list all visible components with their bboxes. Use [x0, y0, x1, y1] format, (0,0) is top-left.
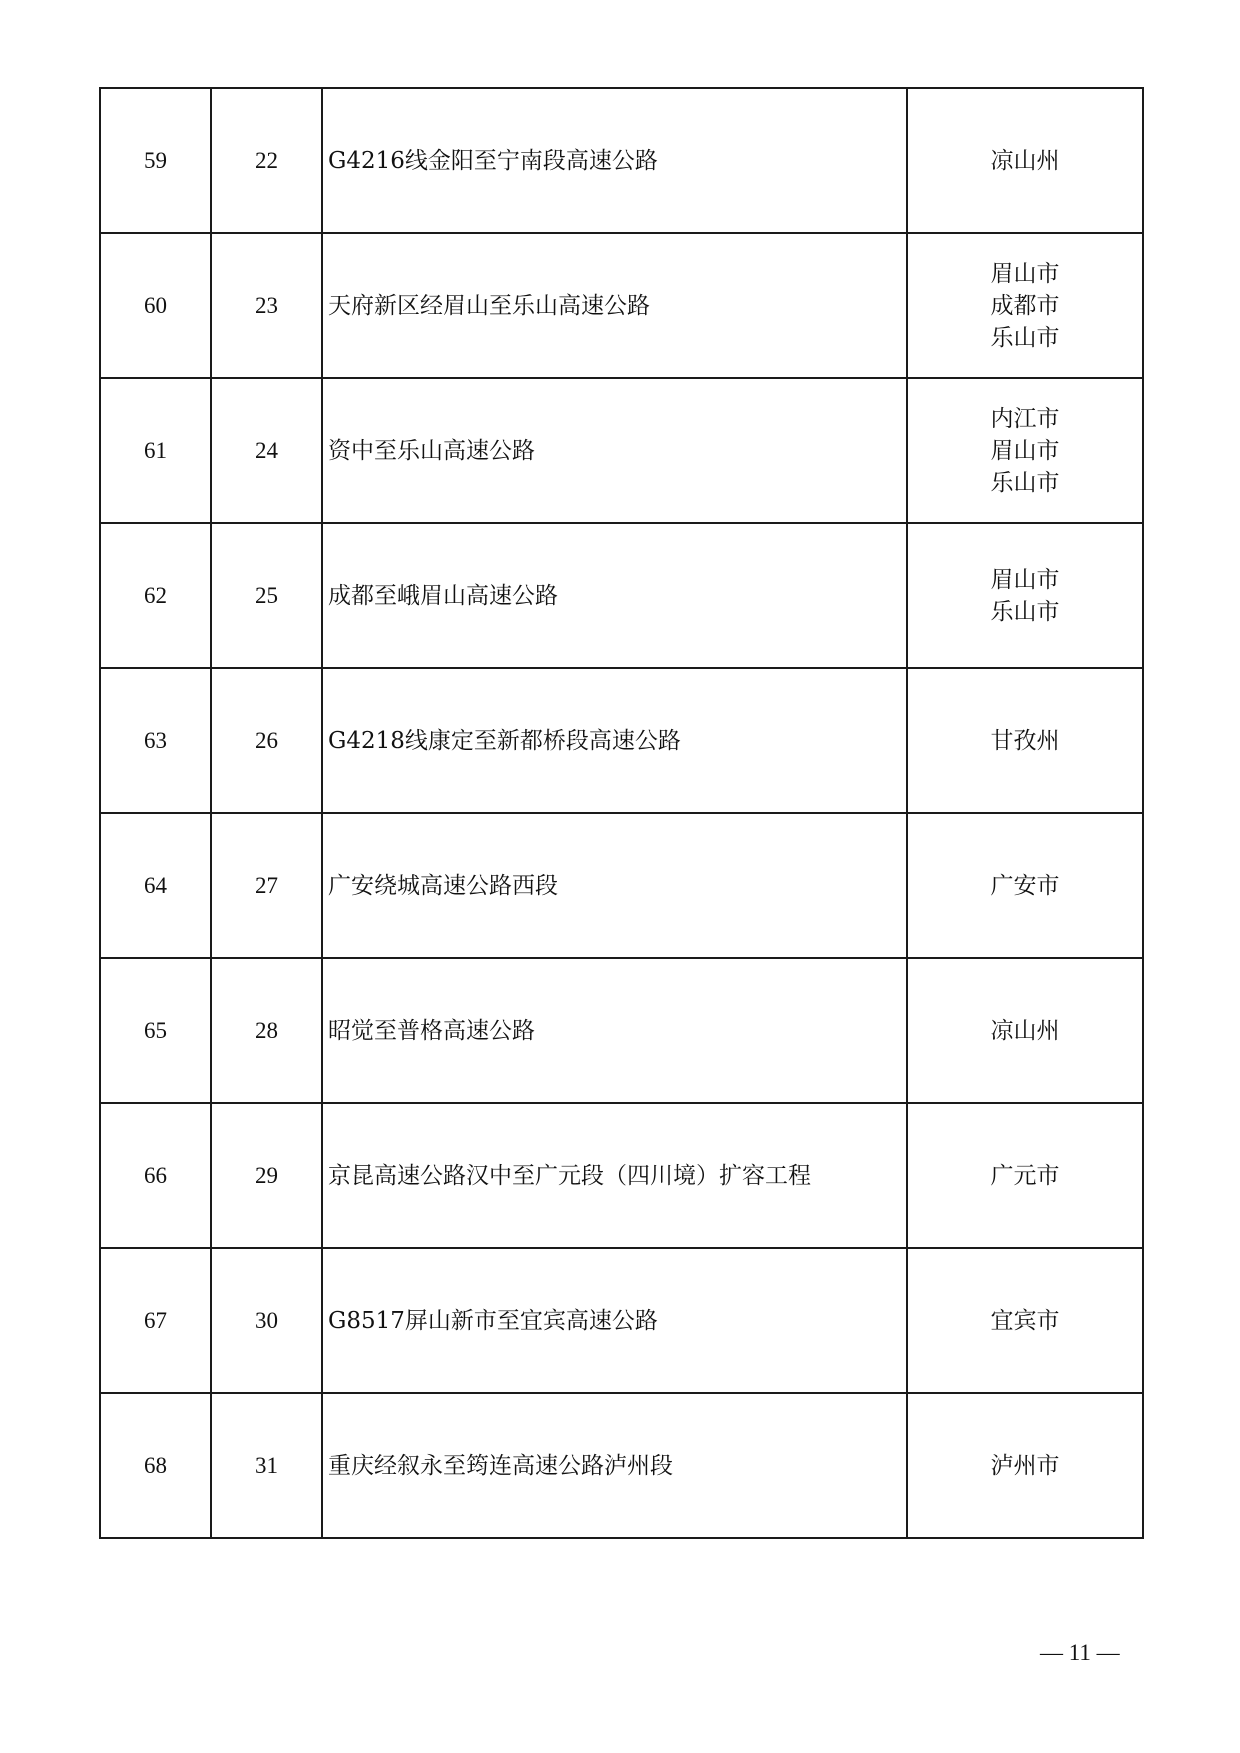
- row-index-cell: 66: [100, 1103, 211, 1248]
- region-cell: [907, 1393, 1143, 1538]
- row-sub-index-cell: 26: [211, 668, 322, 813]
- region-cell: [907, 958, 1143, 1103]
- table-row: [100, 233, 1143, 378]
- region-name: 凉山州: [990, 147, 1060, 174]
- row-sub-index-cell: 30: [211, 1248, 322, 1393]
- region-cell: [907, 88, 1143, 233]
- table-row: [100, 1248, 1143, 1393]
- row-sub-index-cell: 25: [211, 523, 322, 668]
- region-name: 成都市: [990, 292, 1060, 319]
- table-row: [100, 378, 1143, 523]
- row-index-cell: 67: [100, 1248, 211, 1393]
- region-name: 眉山市: [990, 437, 1060, 464]
- row-index-cell: 62: [100, 523, 211, 668]
- region-cell: [907, 1248, 1143, 1393]
- row-index-cell: 63: [100, 668, 211, 813]
- row-index-cell: 64: [100, 813, 211, 958]
- region-name: 广元市: [990, 1162, 1060, 1189]
- project-name-cell: 资中至乐山高速公路: [322, 378, 907, 523]
- row-sub-index-cell: 27: [211, 813, 322, 958]
- region-cell: [907, 813, 1143, 958]
- region-name: 凉山州: [990, 1017, 1060, 1044]
- table-row: [100, 88, 1143, 233]
- table-row: [100, 668, 1143, 813]
- project-name-cell: G4216线金阳至宁南段高速公路: [322, 88, 907, 233]
- table-row: [100, 958, 1143, 1103]
- table-row: [100, 813, 1143, 958]
- region-name: 乐山市: [990, 598, 1060, 625]
- region-cell: [907, 233, 1143, 378]
- project-name-cell: 重庆经叙永至筠连高速公路泸州段: [322, 1393, 907, 1538]
- project-name-cell: 广安绕城高速公路西段: [322, 813, 907, 958]
- project-name-cell: 成都至峨眉山高速公路: [322, 523, 907, 668]
- table-row: [100, 523, 1143, 668]
- region-name: 内江市: [990, 405, 1060, 432]
- project-name-cell: 天府新区经眉山至乐山高速公路: [322, 233, 907, 378]
- page-number: — 11 —: [1040, 1640, 1120, 1665]
- region-name: 乐山市: [990, 469, 1060, 496]
- row-index-cell: 68: [100, 1393, 211, 1538]
- project-name-cell: 京昆高速公路汉中至广元段（四川境）扩容工程: [322, 1103, 907, 1248]
- region-cell: [907, 523, 1143, 668]
- project-name-cell: G4218线康定至新都桥段高速公路: [322, 668, 907, 813]
- row-sub-index-cell: 31: [211, 1393, 322, 1538]
- region-cell: [907, 378, 1143, 523]
- row-index-cell: 60: [100, 233, 211, 378]
- region-cell: [907, 668, 1143, 813]
- region-name: 泸州市: [990, 1452, 1060, 1479]
- row-sub-index-cell: 23: [211, 233, 322, 378]
- region-name: 乐山市: [990, 324, 1060, 351]
- row-index-cell: 61: [100, 378, 211, 523]
- project-name-cell: G8517屏山新市至宜宾高速公路: [322, 1248, 907, 1393]
- region-name: 甘孜州: [990, 727, 1060, 754]
- region-name: 眉山市: [990, 566, 1060, 593]
- table-body: [100, 88, 1143, 1538]
- project-name-cell: 昭觉至普格高速公路: [322, 958, 907, 1103]
- row-sub-index-cell: 28: [211, 958, 322, 1103]
- region-cell: [907, 1103, 1143, 1248]
- row-sub-index-cell: 29: [211, 1103, 322, 1248]
- table-row: [100, 1103, 1143, 1248]
- region-name: 宜宾市: [990, 1307, 1060, 1334]
- project-table: [99, 87, 1144, 1539]
- row-index-cell: 65: [100, 958, 211, 1103]
- table-row: [100, 1393, 1143, 1538]
- region-name: 广安市: [990, 872, 1060, 899]
- row-sub-index-cell: 24: [211, 378, 322, 523]
- row-index-cell: 59: [100, 88, 211, 233]
- row-sub-index-cell: 22: [211, 88, 322, 233]
- region-name: 眉山市: [990, 260, 1060, 287]
